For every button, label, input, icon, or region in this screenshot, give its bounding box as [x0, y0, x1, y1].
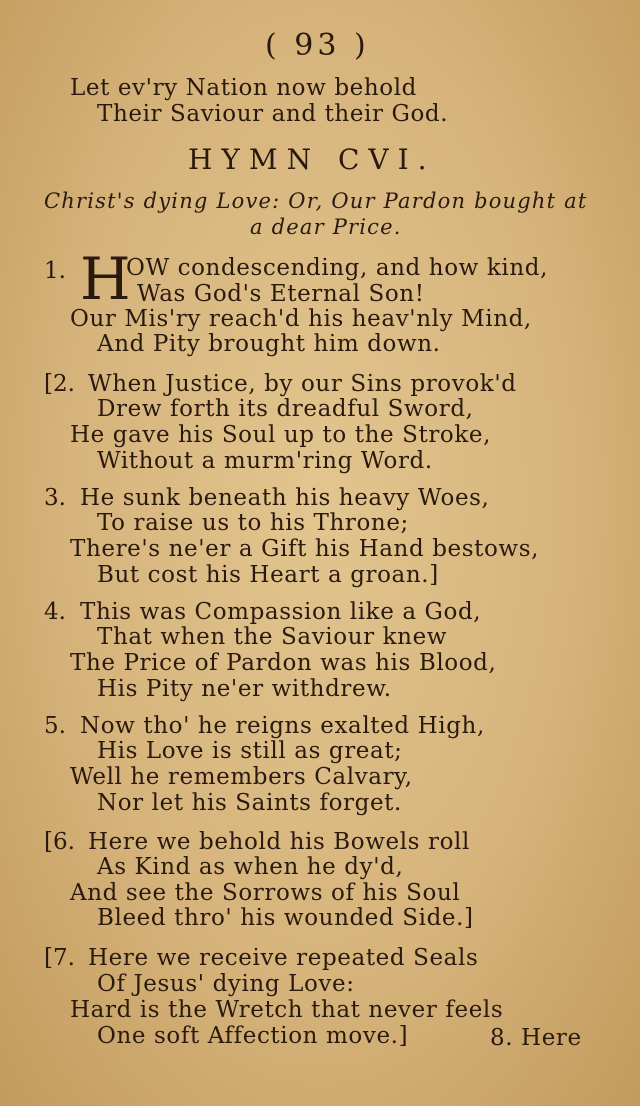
hymn-title: HYMN CVI.: [188, 143, 436, 176]
subtitle-line-2: a dear Price.: [250, 215, 402, 239]
prev-line-1: Let ev'ry Nation now behold: [70, 75, 418, 101]
stanza-line: Bleed thro' his wounded Side.]: [97, 905, 474, 931]
stanza-line: When Justice, by our Sins provok'd: [88, 371, 517, 397]
stanza-line: This was Compassion like a God,: [80, 599, 482, 625]
stanza-line: Here we receive repeated Seals: [88, 945, 479, 971]
stanza-line: Our Mis'ry reach'd his heav'nly Mind,: [70, 306, 532, 332]
stanza-line: Without a murm'ring Word.: [97, 448, 433, 474]
stanza-line: Now tho' he reigns exalted High,: [80, 713, 485, 739]
stanza-line: His Pity ne'er withdrew.: [97, 676, 392, 702]
page-number: ( 93 ): [265, 28, 370, 63]
stanza-number: [2.: [44, 371, 75, 397]
stanza-line: To raise us to his Throne;: [97, 510, 409, 536]
stanza-line: The Price of Pardon was his Blood,: [70, 650, 497, 676]
stanza-line: He sunk beneath his heavy Woes,: [80, 485, 490, 511]
stanza-line: Of Jesus' dying Love:: [97, 971, 355, 997]
stanza-line: Drew forth its dreadful Sword,: [97, 396, 474, 422]
drop-cap: H: [80, 245, 131, 313]
stanza-line: And Pity brought him down.: [97, 331, 441, 357]
stanza-line: But cost his Heart a groan.]: [97, 562, 439, 588]
catchword: 8. Here: [490, 1025, 582, 1051]
stanza-line: Well he remembers Calvary,: [70, 764, 413, 790]
stanza-number: 3.: [44, 485, 66, 511]
stanza-number: 4.: [44, 599, 66, 625]
stanza-number: [7.: [44, 945, 75, 971]
stanza-line: One soft Affection move.]: [97, 1023, 409, 1049]
stanza-number: 1.: [44, 258, 66, 284]
stanza-line: There's ne'er a Gift his Hand bestows,: [70, 536, 540, 562]
stanza-line: Was God's Eternal Son!: [137, 281, 425, 307]
stanza-number: [6.: [44, 829, 75, 855]
stanza-line: His Love is still as great;: [97, 738, 403, 764]
stanza-line: And see the Sorrows of his Soul: [70, 880, 461, 906]
stanza-line: OW condescending, and how kind,: [126, 255, 548, 281]
stanza-line: He gave his Soul up to the Stroke,: [70, 422, 492, 448]
prev-line-2: Their Saviour and their God.: [97, 101, 449, 127]
stanza-line: That when the Saviour knew: [97, 624, 448, 650]
stanza-line: Hard is the Wretch that never feels: [70, 997, 504, 1023]
subtitle-line-1: Christ's dying Love: Or, Our Pardon bought at: [44, 189, 588, 213]
stanza-line: As Kind as when he dy'd,: [97, 854, 404, 880]
stanza-number: 5.: [44, 713, 66, 739]
stanza-line: Here we behold his Bowels roll: [88, 829, 470, 855]
stanza-line: Nor let his Saints forget.: [97, 790, 402, 816]
